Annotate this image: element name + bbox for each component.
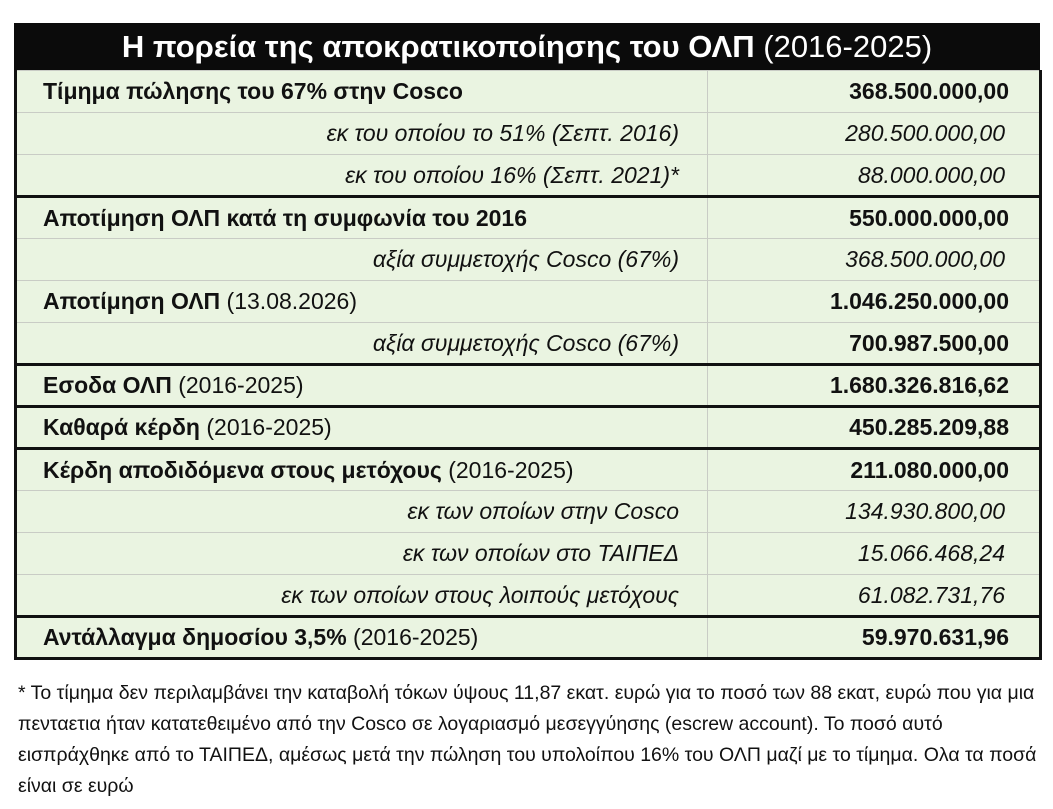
table-row [16,407,1041,449]
footnote: * Το τίμημα δεν περιλαμβάνει την καταβολή τόκων ύψους 11,87 εκατ. ευρώ για το ποσό των 88 εκατ, ευρώ που για μια πενταετια ήταν κατατεθειμένο από την Cosco σε λογαριασμό μεσεγγύησης (escrew account). Το ποσό αυτό εισπράχθηκε από το ΤΑΙΠΕΔ, αμέσως μετά την πώληση του υπολοίπου 16% του ΟΛΠ μαζί με το τίμημα. Ολα τα ποσά είναι σε ευρώ [18,682,1037,797]
table-row [16,617,1041,659]
row-label-text: Αποτίμηση ΟΛΠ κατά τη συμφωνία του 2016 [43,204,528,231]
row-label [16,323,708,365]
row-value: 368.500.000,00 [708,239,1041,281]
row-label [16,407,708,449]
table-row [16,155,1041,197]
row-label-text: Τίμημα πώλησης του 67% στην Cosco [43,78,463,104]
row-label-text: εκ του οποίου 16% (Σεπτ. 2021)* [345,161,679,188]
table-row [16,281,1041,323]
row-label-text: Αποτίμηση ΟΛΠ [43,288,221,314]
row-label [16,491,708,533]
table-row [16,71,1041,113]
row-value: 368.500.000,00 [708,71,1041,113]
row-label [16,449,708,491]
row-value: 280.500.000,00 [708,113,1041,155]
table-row [16,113,1041,155]
row-value: 700.987.500,00 [708,323,1041,365]
row-label-text: εκ των οποίων στους λοιπούς μετόχους [281,581,679,608]
table-card [14,23,1040,660]
table-row [16,323,1041,365]
table-title-period: (2016-2025) [763,29,933,64]
row-value: 61.082.731,76 [708,575,1041,617]
row-label-period: (2016-2025) [346,624,479,650]
table-row [16,449,1041,491]
table-row [16,575,1041,617]
table-row [16,491,1041,533]
row-value: 211.080.000,00 [708,449,1041,491]
row-value: 450.285.209,88 [708,407,1041,449]
row-label [16,575,708,617]
row-label-period: (2016-2025) [171,372,304,398]
row-value: 550.000.000,00 [708,197,1041,239]
row-label [16,113,708,155]
table-title-main: Η πορεία της αποκρατικοποίησης του ΟΛΠ [121,29,755,64]
row-label [16,239,708,281]
row-label-text: εκ του οποίου το 51% (Σεπτ. 2016) [326,120,679,146]
row-label [16,365,708,407]
table-row [16,533,1041,575]
row-label [16,71,708,113]
row-value: 1.680.326.816,62 [708,365,1041,407]
row-label-period: (2016-2025) [199,414,332,440]
row-label [16,617,708,659]
row-label-text: αξία συμμετοχής Cosco (67%) [372,329,679,356]
row-label [16,155,708,197]
row-value: 59.970.631,96 [708,617,1041,659]
row-label [16,197,708,239]
row-label-text: αξία συμμετοχής Cosco (67%) [372,246,679,272]
row-label-text: Αντάλλαγμα δημοσίου 3,5% [43,624,347,650]
row-value: 88.000.000,00 [708,155,1041,197]
row-label [16,533,708,575]
row-label-text: Κέρδη αποδιδόμενα στους μετόχους [43,456,442,483]
row-value: 134.930.800,00 [708,491,1041,533]
table-row [16,239,1041,281]
row-label-text: Εσοδα ΟΛΠ [43,372,172,398]
table-row [16,197,1041,239]
row-label [16,281,708,323]
table-title [14,23,1040,70]
row-label-period: (2016-2025) [441,456,574,483]
row-label-text: εκ των οποίων στο ΤΑΙΠΕΔ [402,540,679,566]
row-label-text: Καθαρά κέρδη [43,414,200,440]
row-label-text: εκ των οποίων στην Cosco [407,498,679,524]
row-value: 1.046.250.000,00 [708,281,1041,323]
row-label-period: (13.08.2026) [220,288,357,314]
data-table [14,70,1042,660]
table-row [16,365,1041,407]
row-value: 15.066.468,24 [708,533,1041,575]
